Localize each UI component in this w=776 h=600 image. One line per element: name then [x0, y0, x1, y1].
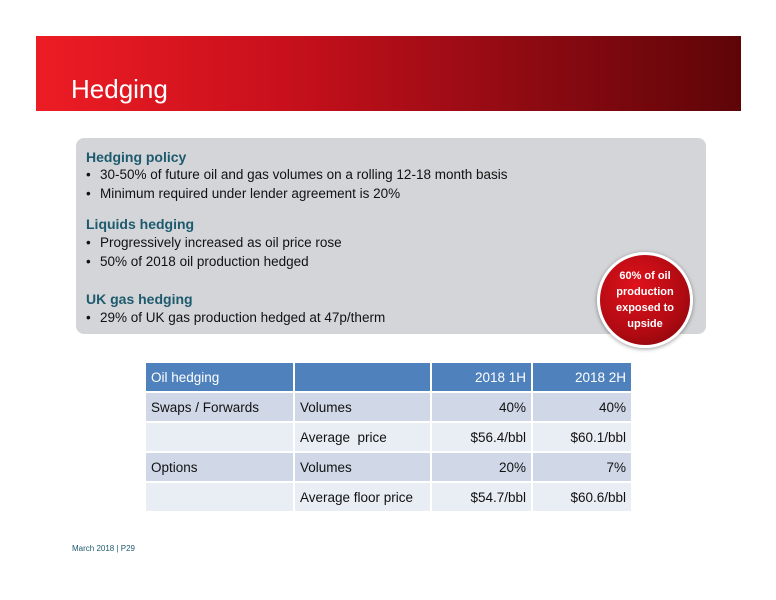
table-cell [146, 483, 293, 511]
table-cell [146, 423, 293, 451]
bullet-item: • Minimum required under lender agreement is 20% [86, 186, 401, 201]
column-header [295, 363, 430, 391]
bullet-item: • Progressively increased as oil price rose [86, 235, 342, 250]
table-cell: 7% [533, 453, 631, 481]
page-footer: March 2018 | P29 [72, 544, 136, 553]
table-row [146, 483, 631, 511]
bullet-item: • 50% of 2018 oil production hedged [86, 254, 309, 269]
table-row [146, 423, 631, 451]
title-banner [36, 36, 741, 111]
table-cell: Swaps / Forwards [146, 393, 293, 421]
table-cell: 40% [432, 393, 531, 421]
oil-hedging-table [144, 361, 633, 513]
callout-text: 60% of oil production exposed to upside [615, 270, 675, 330]
table-cell: Average price [295, 423, 430, 451]
table-cell: Options [146, 453, 293, 481]
table-row [146, 393, 631, 421]
section-heading-hedging-policy: Hedging policy [86, 149, 187, 165]
table-cell: $60.1/bbl [533, 423, 631, 451]
table-cell: $60.6/bbl [533, 483, 631, 511]
table-cell: 40% [533, 393, 631, 421]
table-cell: $54.7/bbl [432, 483, 531, 511]
section-heading-uk-gas-hedging: UK gas hedging [86, 291, 193, 307]
page-title: Hedging [71, 74, 168, 104]
column-header: Oil hedging [146, 363, 293, 391]
bullet-icon: • [86, 186, 91, 201]
table-header-row [146, 363, 631, 391]
table-cell: Volumes [295, 453, 430, 481]
table-cell: $56.4/bbl [432, 423, 531, 451]
bullet-icon: • [86, 254, 91, 269]
bullet-item: • 30-50% of future oil and gas volumes on a rolling 12-18 month basis [86, 167, 508, 182]
upside-callout-badge [597, 252, 693, 348]
table-cell: 20% [432, 453, 531, 481]
table-cell: Volumes [295, 393, 430, 421]
bullet-icon: • [86, 310, 91, 325]
bullet-icon: • [86, 235, 91, 250]
bullet-item: • 29% of UK gas production hedged at 47p/therm [86, 310, 386, 325]
table-cell: Average floor price [295, 483, 430, 511]
column-header: 2018 2H [533, 363, 631, 391]
column-header: 2018 1H [432, 363, 531, 391]
section-heading-liquids-hedging: Liquids hedging [86, 216, 195, 232]
bullet-icon: • [86, 167, 91, 182]
table-row [146, 453, 631, 481]
